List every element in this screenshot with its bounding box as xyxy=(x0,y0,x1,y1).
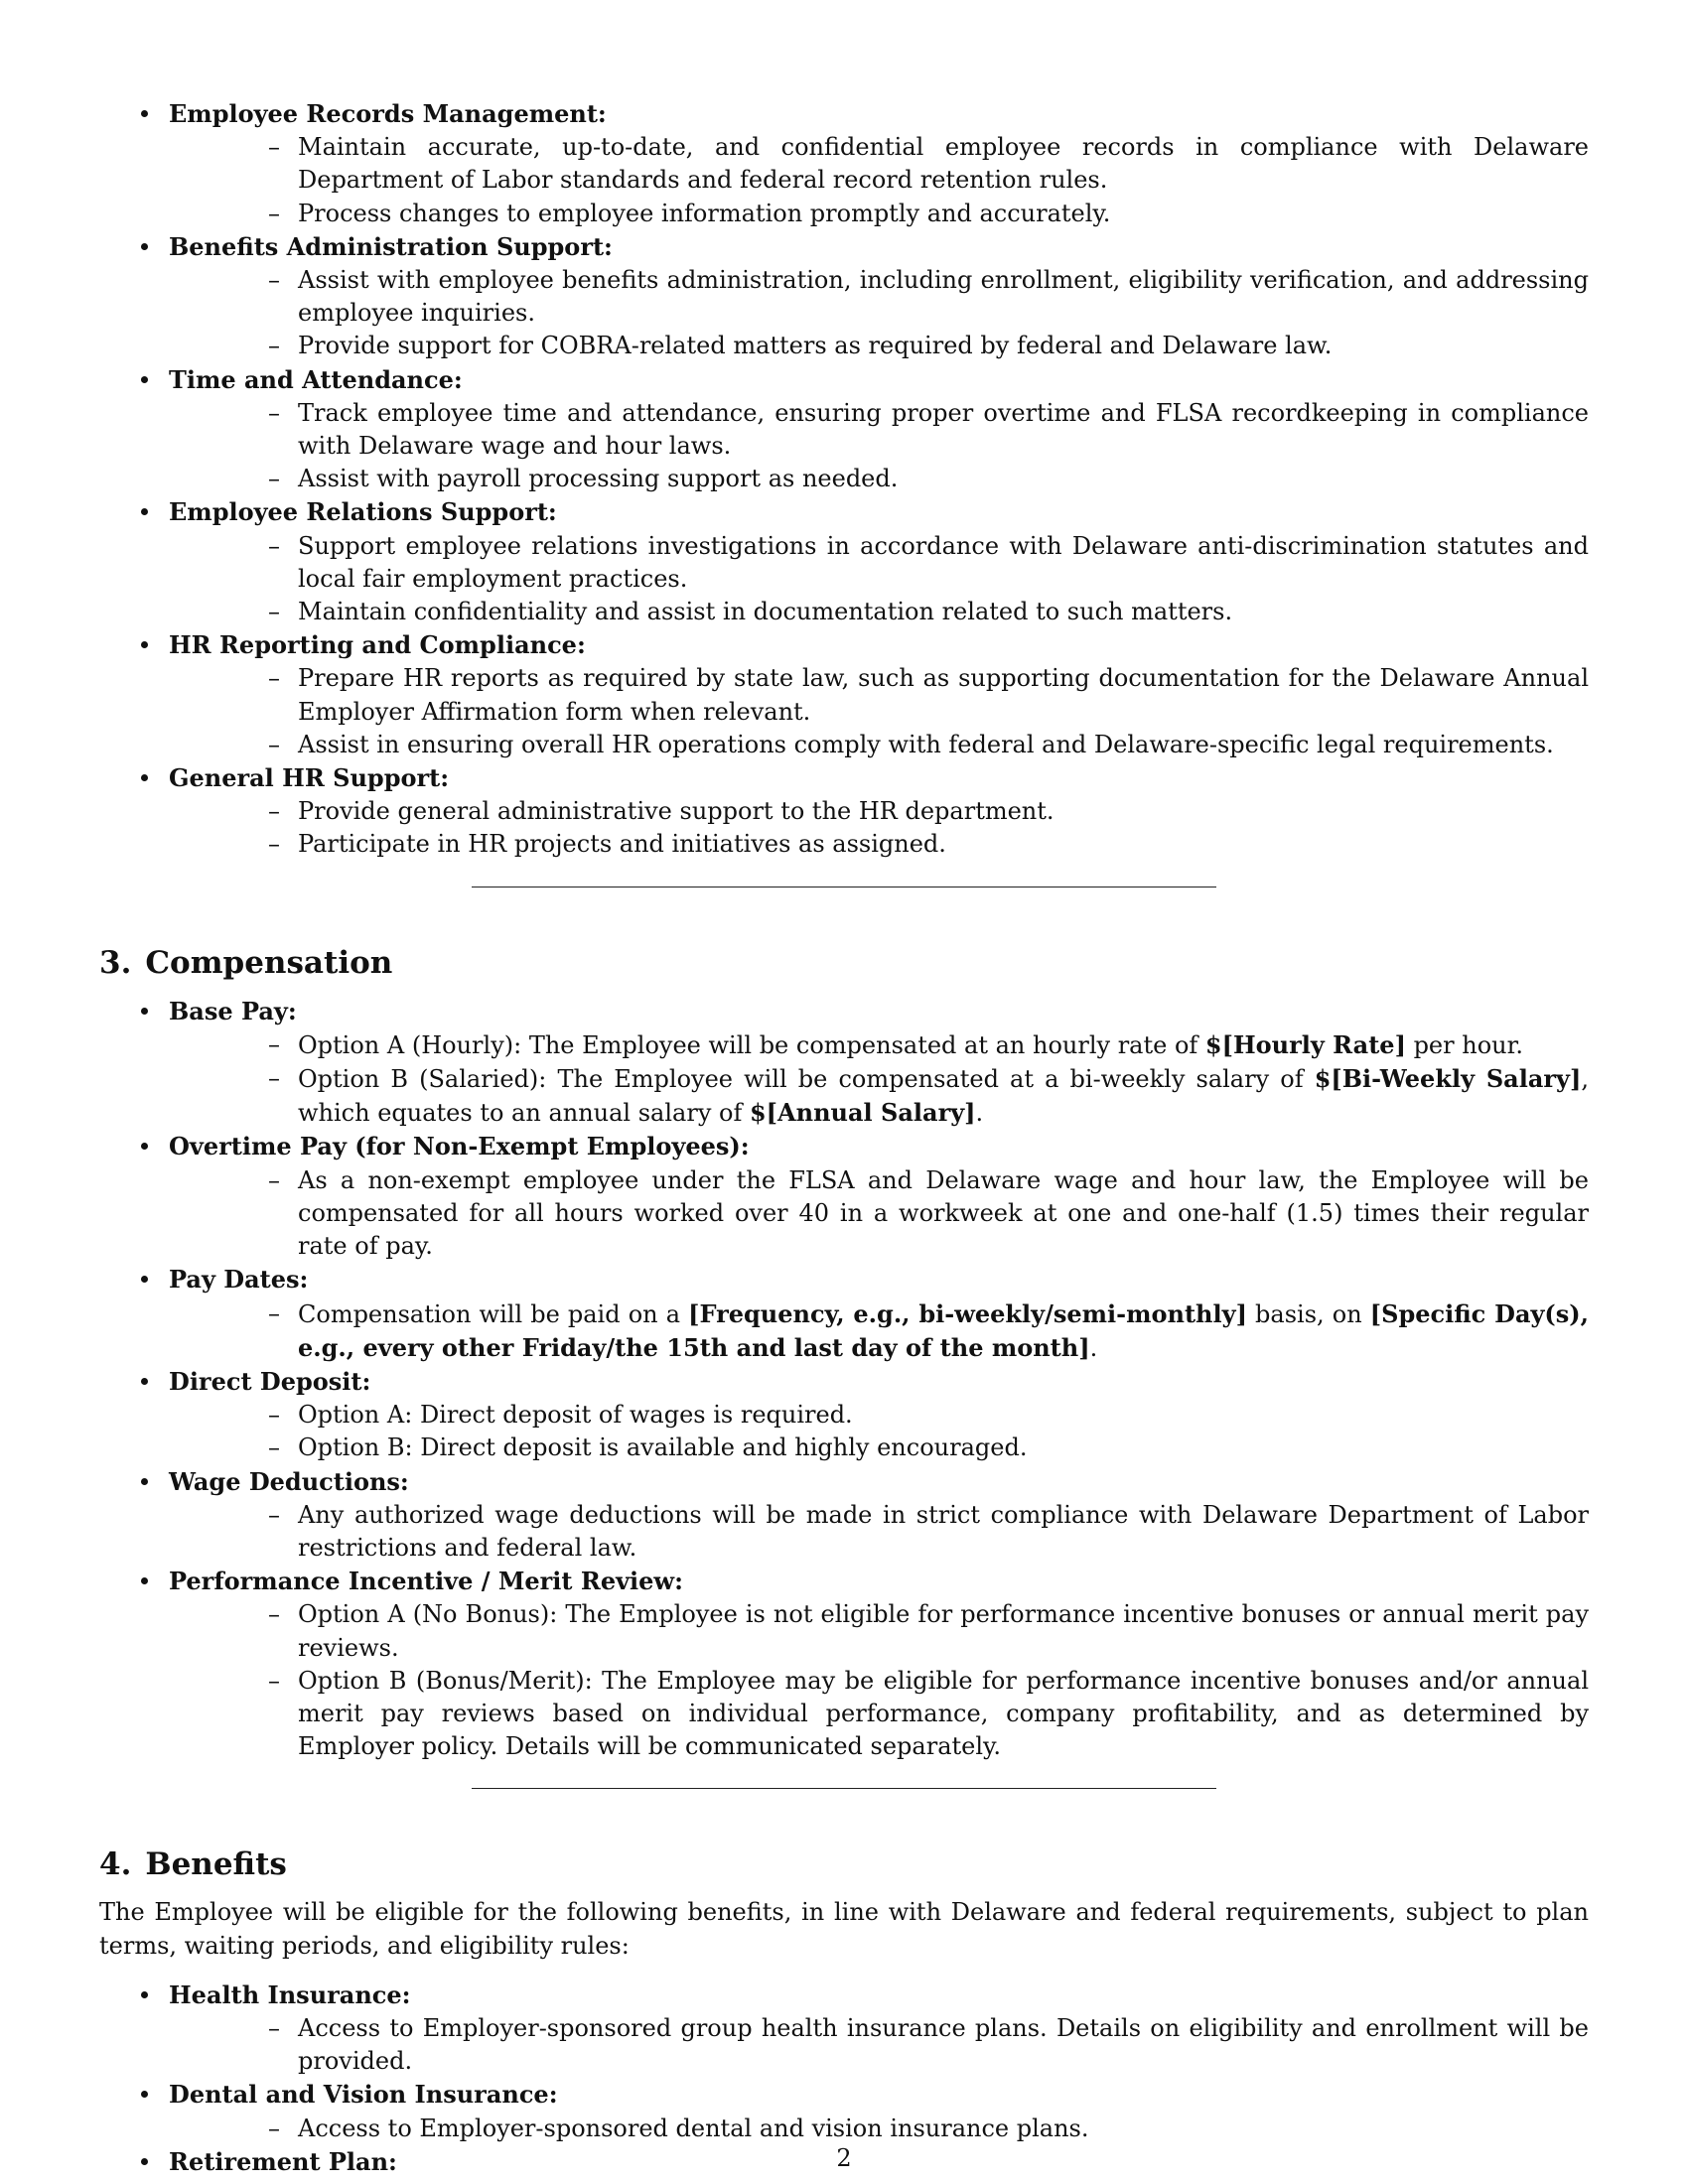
list-item-performance: Performance Incentive / Merit Review: – Option A (No Bonus): The Employee is not eligible for performance incentive bonuses or annual merit pay reviews. – Option B (Bonus/Merit): The Employee may be eligible for performance incentive bonuses and/or annual merit pay reviews based on individual performance, company profitability, and as determined by Employer policy. Details will be communicated separately. xyxy=(99,1565,1589,1763)
dash-icon: – xyxy=(268,1433,280,1462)
dash-icon: – xyxy=(268,730,280,758)
dash-icon: – xyxy=(268,1600,280,1629)
bullet-icon xyxy=(141,376,148,383)
bullet-icon xyxy=(141,110,148,117)
sub-item: – Access to Employer-sponsored group health insurance plans. Details on eligibility and enrollment will be provided. xyxy=(268,2013,1589,2076)
sub-item: – Option A (No Bonus): The Employee is not eligible for performance incentive bonuses or annual merit pay reviews. xyxy=(268,1600,1589,1662)
bullet-icon xyxy=(141,2091,148,2098)
dash-icon: – xyxy=(268,2013,280,2042)
sub-item: – Option B (Salaried): The Employee will be compensated at a bi-weekly salary of $[Bi-Weekly Salary], which equates to an annual salary of $[Annual Salary]. xyxy=(268,1064,1589,1128)
list-item-dental-vision: Dental and Vision Insurance: – Access to Employer-sponsored dental and vision insurance plans. xyxy=(99,2078,1589,2144)
dash-icon: – xyxy=(268,797,280,826)
sub-item: – Support employee relations investigations in accordance with Delaware anti-discrimination statutes and local fair employment practices. xyxy=(268,531,1589,593)
dash-icon: – xyxy=(268,199,280,227)
list-item-health: Health Insurance: – Access to Employer-sponsored group health insurance plans. Details on eligibility and enrollment will be provided. xyxy=(99,1979,1589,2079)
dash-icon: – xyxy=(268,266,280,295)
bullet-icon xyxy=(141,1378,148,1385)
dash-icon: – xyxy=(268,1165,280,1194)
section-heading-compensation: 3. Compensation xyxy=(99,944,393,981)
sub-item: – Compensation will be paid on a [Frequency, e.g., bi-weekly/semi-monthly] basis, on [Specific Day(s), e.g., every other Friday/the 15th and last day of the month]. xyxy=(268,1298,1590,1362)
sub-item: – Option B: Direct deposit is available and highly encouraged. xyxy=(169,1432,1589,1464)
bullet-icon xyxy=(141,1008,148,1015)
dash-icon: – xyxy=(268,1029,280,1058)
dash-icon: – xyxy=(268,830,280,859)
list-item-benefits-admin: Benefits Administration Support: – Assist with employee benefits administration, including enrollment, eligibility verification, and addressing employee inquiries. – Provide support for COBRA-related matters as required by federal and Delaware law. xyxy=(99,230,1589,363)
sub-item: – As a non-exempt employee under the FLSA and Delaware wage and hour law, the Employee will be compensated for all hours worked over 40 in a workweek at one and one-half (1.5) times their regular rate of pay. xyxy=(268,1165,1589,1261)
responsibilities-list xyxy=(99,97,1589,862)
dash-icon: – xyxy=(268,133,280,162)
dash-icon: – xyxy=(268,398,280,427)
list-item-pay-dates: Pay Dates: – Compensation will be paid on a [Frequency, e.g., bi-weekly/semi-monthly] basis, on [Specific Day(s), e.g., every other Friday/the 15th and last day of the month]. xyxy=(99,1263,1589,1365)
dash-icon: – xyxy=(268,531,280,560)
dash-icon: – xyxy=(268,2114,280,2142)
bullet-icon xyxy=(141,243,148,250)
sub-item: – Provide general administrative support to the HR department. xyxy=(169,795,1589,828)
document-page xyxy=(99,97,1589,2179)
dash-icon: – xyxy=(268,1666,280,1695)
dash-icon: – xyxy=(268,1298,280,1327)
bullet-icon xyxy=(141,1577,148,1584)
bullet-icon xyxy=(141,1276,148,1283)
sub-item: – Assist with employee benefits administration, including enrollment, eligibility verification, and addressing employee inquiries. xyxy=(268,266,1589,328)
section-divider xyxy=(472,1788,1216,1789)
list-item-records: Employee Records Management: – Maintain accurate, up-to-date, and confidential employee records in compliance with Delaware Department of Labor standards and federal record retention rules. – Process changes to employee information promptly and accurately. xyxy=(99,97,1589,230)
bullet-icon xyxy=(141,508,148,515)
sub-item: – Track employee time and attendance, ensuring proper overtime and FLSA recordkeeping in compliance with Delaware wage and hour laws. xyxy=(268,398,1589,461)
bullet-icon xyxy=(141,1478,148,1485)
bullet-icon xyxy=(141,1991,148,1998)
sub-item: – Access to Employer-sponsored dental and vision insurance plans. xyxy=(169,2113,1589,2145)
list-item-direct-deposit: Direct Deposit: – Option A: Direct deposit of wages is required. – Option B: Direct deposit is available and highly encouraged. xyxy=(99,1365,1589,1465)
sub-item: – Provide support for COBRA-related matters as required by federal and Delaware law. xyxy=(169,330,1589,362)
dash-icon: – xyxy=(268,465,280,493)
list-item-general-hr: General HR Support: – Provide general administrative support to the HR department. – Participate in HR projects and initiatives as assigned. xyxy=(99,761,1589,862)
sub-item: – Option B (Bonus/Merit): The Employee may be eligible for performance incentive bonuses and/or annual merit pay reviews based on individual performance, company profitability, and as determined by Employer policy. Details will be communicated separately. xyxy=(268,1666,1589,1761)
list-item-employee-relations: Employee Relations Support: – Support employee relations investigations in accordance with Delaware anti-discrimination statutes and local fair employment practices. – Maintain confidentiality and assist in documentation related to such matters. xyxy=(99,495,1589,628)
list-item-base-pay: Base Pay: – Option A (Hourly): The Employee will be compensated at an hourly rate of $[Hourly Rate] per hour. – Option B (Salaried): The Employee will be compensated at a bi-weekly salary of $[Bi-Weekly Salary], which equates to an annual salary of $[Annual Salary]. xyxy=(99,995,1589,1131)
sub-item: – Process changes to employee information promptly and accurately. xyxy=(169,198,1589,230)
sub-item: – Maintain confidentiality and assist in documentation related to such matters. xyxy=(169,596,1589,628)
sub-item: – Option A (Hourly): The Employee will be compensated at an hourly rate of $[Hourly Rate] per hour. xyxy=(169,1028,1589,1062)
compensation-list xyxy=(99,995,1589,1764)
sub-item: – Prepare HR reports as required by state law, such as supporting documentation for the Delaware Annual Employer Affirmation form when relevant. xyxy=(268,664,1589,726)
sub-item: – Assist with payroll processing support as needed. xyxy=(169,463,1589,495)
sub-item: – Maintain accurate, up-to-date, and confidential employee records in compliance with Delaware Department of Labor standards and federal record retention rules. xyxy=(268,133,1589,195)
sub-item: – Participate in HR projects and initiatives as assigned. xyxy=(169,828,1589,861)
sub-item: – Any authorized wage deductions will be made in strict compliance with Delaware Department of Labor restrictions and federal law. xyxy=(268,1500,1589,1562)
bullet-icon xyxy=(141,774,148,781)
dash-icon: – xyxy=(268,664,280,693)
bullet-icon xyxy=(141,641,148,648)
dash-icon: – xyxy=(268,1064,280,1093)
list-item-hr-reporting: HR Reporting and Compliance: – Prepare HR reports as required by state law, such as supporting documentation for the Delaware Annual Employer Affirmation form when relevant. – Assist in ensuring overall HR operations comply with federal and Delaware-specific legal requirements. xyxy=(99,628,1589,761)
list-item-retirement: Retirement Plan: xyxy=(99,2145,1589,2179)
page-number: 2 xyxy=(836,2144,852,2172)
dash-icon: – xyxy=(268,1500,280,1529)
bullet-icon xyxy=(141,1143,148,1150)
dash-icon: – xyxy=(268,1401,280,1430)
dash-icon: – xyxy=(268,332,280,360)
list-item-wage-deductions: Wage Deductions: – Any authorized wage deductions will be made in strict compliance with Delaware Department of Labor restrictions and federal law. xyxy=(99,1465,1589,1566)
sub-item: – Option A: Direct deposit of wages is required. xyxy=(169,1399,1589,1432)
list-item-time-attendance: Time and Attendance: – Track employee time and attendance, ensuring proper overtime and FLSA recordkeeping in compliance with Delaware wage and hour laws. – Assist with payroll processing support as needed. xyxy=(99,363,1589,496)
list-item-overtime: Overtime Pay (for Non-Exempt Employees): – As a non-exempt employee under the FLSA and Delaware wage and hour law, the Employee will be compensated for all hours worked over 40 in a workweek at one and one-half (1.5) times their regular rate of pay. xyxy=(99,1130,1589,1263)
section-heading-benefits: 4. Benefits xyxy=(99,1846,287,1883)
dash-icon: – xyxy=(268,598,280,626)
sub-item: – Assist in ensuring overall HR operations comply with federal and Delaware-specific legal requirements. xyxy=(169,729,1589,761)
benefits-intro: The Employee will be eligible for the following benefits, in line with Delaware and federal requirements, subject to plan terms, waiting periods, and eligibility rules: xyxy=(99,1898,1589,1960)
